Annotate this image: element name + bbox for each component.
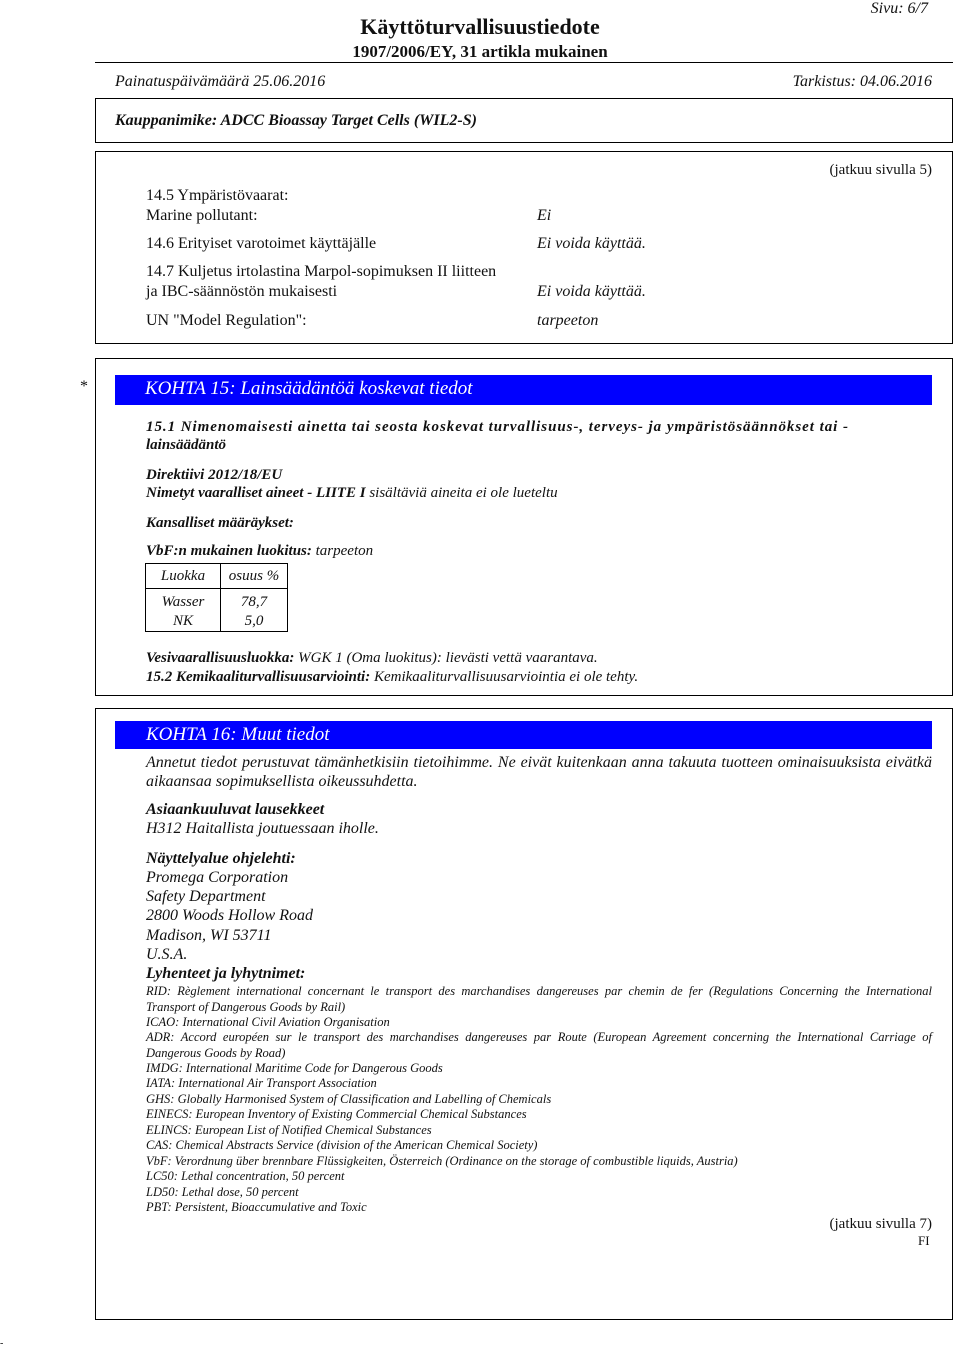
classification-table — [145, 563, 288, 632]
abbreviation-item: CAS: Chemical Abstracts Service (division of the American Chemical Society) — [146, 1138, 538, 1152]
special-precautions-label: 14.6 Erityiset varotoimet käyttäjälle — [146, 235, 377, 252]
marine-pollutant-label: Marine pollutant: — [146, 207, 258, 224]
water-hazard-class — [146, 649, 598, 667]
bulk-transport-label-b: ja IBC-säännöstön mukaisesti — [146, 283, 338, 300]
special-precautions-value: Ei voida käyttää. — [537, 235, 646, 252]
chemical-safety-label: 15.2 Kemikaaliturvallisuusarviointi: — [146, 669, 371, 685]
document-title: Käyttöturvallisuustiedote — [360, 14, 600, 39]
env-hazards-label: 14.5 Ympäristövaarat: — [146, 187, 289, 204]
abbreviation-item: LD50: Lethal dose, 50 percent — [146, 1185, 299, 1199]
marine-pollutant-value: Ei — [537, 207, 552, 224]
changed-marker: * — [80, 378, 88, 395]
abbreviation-item: LC50: Lethal concentration, 50 percent — [146, 1169, 345, 1183]
chemical-safety-assessment — [146, 668, 638, 686]
issuer-line: 2800 Woods Hollow Road — [146, 907, 313, 924]
section-15-1-heading-cont: lainsäädäntö — [146, 437, 227, 453]
page-number: Sivu: 6/7 — [870, 0, 928, 17]
table-cell: Wasser — [161, 594, 205, 610]
table-cell: 5,0 — [244, 613, 264, 629]
abbreviation-rid: RID: Règlement international concernant le transport des marchandises dangereuses par chemin de fer (Regulations Concerning the International Transport of Dangerous Goods by Rail) — [146, 984, 932, 1014]
table-header: osuus % — [221, 564, 288, 589]
relevant-phrases-heading: Asiaankuuluvat lausekkeet — [146, 801, 325, 818]
abbreviation-icao: ICAO: International Civil Aviation Organisation — [146, 1015, 390, 1029]
print-date: Painatuspäivämäärä 25.06.2016 — [115, 73, 326, 90]
bulk-transport-value: Ei voida käyttää. — [537, 283, 646, 300]
abbreviation-item: IMDG: International Maritime Code for Dangerous Goods — [146, 1061, 443, 1075]
un-model-label: UN "Model Regulation": — [146, 312, 307, 329]
table-cell: 78,7 — [240, 594, 268, 610]
directive: Direktiivi 2012/18/EU — [146, 467, 283, 483]
trade-name: Kauppanimike: ADCC Bioassay Target Cells (WIL2-S) — [115, 112, 477, 129]
issuer-heading: Näyttelyalue ohjelehti: — [146, 850, 296, 867]
hazard-phrase: H312 Haitallista joutuessaan iholle. — [146, 820, 379, 837]
section-15-title: KOHTA 15: Lainsäädäntöä koskevat tiedot — [115, 375, 932, 405]
continued-from: (jatkuu sivulla 5) — [829, 162, 932, 178]
abbreviation-item: VbF: Verordnung über brennbare Flüssigkeiten, Österreich (Ordinance on the storage of combustible liquids, Austria) — [146, 1154, 738, 1168]
vbf-label: VbF:n mukainen luokitus: — [146, 543, 312, 559]
issuer-line: U.S.A. — [146, 946, 188, 963]
table-cell: NK — [172, 613, 193, 629]
named-substances-value: sisältäviä aineita ei ole lueteltu — [369, 485, 558, 501]
abbreviation-adr: ADR: Accord européen sur le transport des marchandises dangereuses par Route (European Agreement concerning the International Carriage of Dangerous Goods by Road) — [146, 1030, 932, 1060]
language-code: FI — [918, 1233, 930, 1248]
document-subtitle: 1907/2006/EY, 31 artikla mukainen — [352, 42, 608, 61]
table-header-row — [146, 564, 288, 589]
water-hazard-label: Vesivaarallisuusluokka: — [146, 650, 295, 666]
table-row — [146, 589, 288, 632]
water-hazard-value: WGK 1 (Oma luokitus): lievästi vettä vaarantava. — [298, 650, 598, 666]
section-16-title: KOHTA 16: Muut tiedot — [115, 721, 932, 749]
abbreviation-item: PBT: Persistent, Bioaccumulative and Toxic — [146, 1200, 367, 1214]
chemical-safety-value: Kemikaaliturvallisuusarviointia ei ole tehty. — [373, 669, 639, 685]
national-regulations: Kansalliset määräykset: — [146, 515, 294, 531]
abbreviation-item: EINECS: European Inventory of Existing Commercial Chemical Substances — [146, 1107, 527, 1121]
vbf-value: tarpeeton — [315, 543, 374, 559]
corner-mark: - — [0, 1338, 4, 1349]
disclaimer-text: Annetut tiedot perustuvat tämänhetkisiin tietoihimme. Ne eivät kuitenkaan anna takuuta tuotteen ominaisuuksista eivätkä aikaansaa sopimuksellista oikeussuhdetta. — [146, 754, 932, 790]
bulk-transport-label-a: 14.7 Kuljetus irtolastina Marpol-sopimuksen II liitteen — [146, 263, 497, 280]
named-substances-label: Nimetyt vaaralliset aineet - LIITE I — [146, 485, 366, 501]
table-header: Luokka — [146, 564, 221, 589]
issuer-line: Madison, WI 53711 — [146, 927, 272, 944]
abbreviations-heading: Lyhenteet ja lyhytnimet: — [146, 965, 306, 982]
section-15-1-heading: 15.1 Nimenomaisesti ainetta tai seosta koskevat turvallisuus-, terveys- ja ympäristösäännökset tai - — [146, 419, 849, 435]
continued-on: (jatkuu sivulla 7) — [829, 1216, 932, 1232]
named-substances — [146, 484, 558, 502]
issuer-line: Safety Department — [146, 888, 266, 905]
un-model-value: tarpeeton — [537, 312, 599, 329]
abbreviation-item: IATA: International Air Transport Association — [146, 1076, 377, 1090]
header-rule — [95, 62, 953, 63]
abbreviation-item: ELINCS: European List of Notified Chemical Substances — [146, 1123, 432, 1137]
issuer-line: Promega Corporation — [146, 869, 289, 886]
revision-date: Tarkistus: 04.06.2016 — [792, 73, 932, 90]
abbreviation-item: GHS: Globally Harmonised System of Classification and Labelling of Chemicals — [146, 1092, 552, 1106]
vbf-classification — [146, 542, 373, 560]
